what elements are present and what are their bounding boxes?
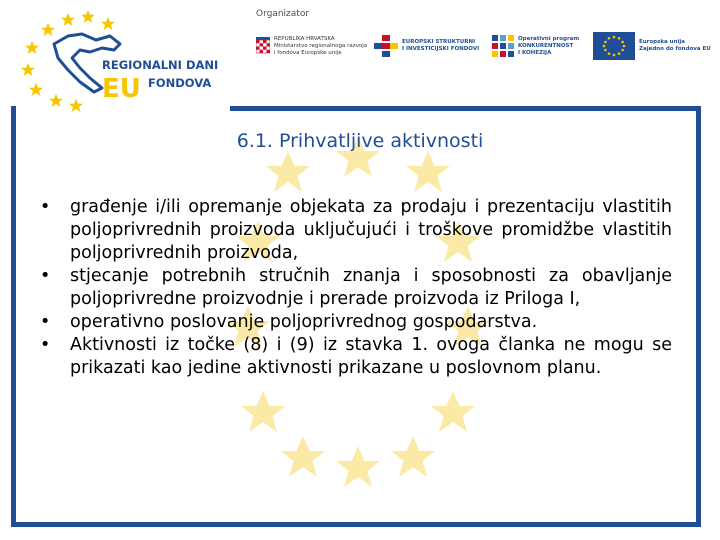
eu-flag-icon — [593, 32, 635, 60]
sponsor-ministry — [256, 28, 367, 64]
logo-title-line2: FONDOVA — [148, 76, 212, 90]
organizer-label: Organizator — [256, 9, 310, 19]
sponsor-eu — [593, 28, 711, 64]
bullet-item: • Aktivnosti iz točke (8) i (9) iz stavka 1. ovoga članka ne mogu se prikazati kao jedine aktivnosti prikazane u poslovnom planu. — [40, 334, 672, 380]
logo-stars-icon — [21, 10, 115, 112]
sponsor-eu-line2: Zajedno do fondova EU — [639, 46, 711, 52]
bullet-item: • građenje i/ili opremanje objekata za prodaju i prezentaciju vlastitih poljoprivrednih proizvoda uključujući i troškove promidžbe vlastitih poljoprivrednih proizvoda, — [40, 196, 672, 265]
sponsor-esi-funds — [374, 28, 479, 64]
logo-eu-mark: EU — [102, 74, 141, 104]
bullet-item: • stjecanje potrebnih stručnih znanja i sposobnosti za obavljanje poljoprivredne proizvodnje i prerade proizvoda iz Priloga I, — [40, 265, 672, 311]
sponsor-esi-line2: I INVESTICIJSKI FONDOVI — [402, 46, 480, 52]
sponsor-esi-line1: EUROPSKI STRUKTURNI — [402, 39, 476, 45]
slide-title: 6.1. Prihvatljive aktivnosti — [236, 130, 484, 152]
bullet-list — [40, 196, 672, 380]
bullet-item: • operativno poslovanje poljoprivrednog gospodarstva. — [40, 311, 672, 334]
sponsor-op-line3: I KOHEZIJA — [518, 49, 552, 56]
sponsor-op — [492, 28, 579, 64]
sponsor-op-line1: Operativni program — [518, 35, 580, 42]
slide-frame-top — [230, 106, 701, 111]
sponsor-ministry-line3: i fondova Europske unije — [274, 49, 342, 56]
sponsor-op-line2: KONKURENTNOST — [518, 42, 574, 49]
sponsor-ministry-line1: REPUBLIKA HRVATSKA — [274, 35, 335, 42]
sponsor-eu-line1: Europska unija — [639, 39, 685, 45]
regionalni-dani-logo — [10, 6, 242, 112]
esi-funds-icon — [374, 35, 398, 57]
sponsor-ministry-line2: Ministarstvo regionalnoga razvoja — [274, 42, 368, 49]
logo-title-line1: REGIONALNI DANI — [102, 58, 219, 72]
op-grid-icon — [492, 35, 514, 57]
croatian-coat-of-arms-icon — [256, 37, 270, 55]
